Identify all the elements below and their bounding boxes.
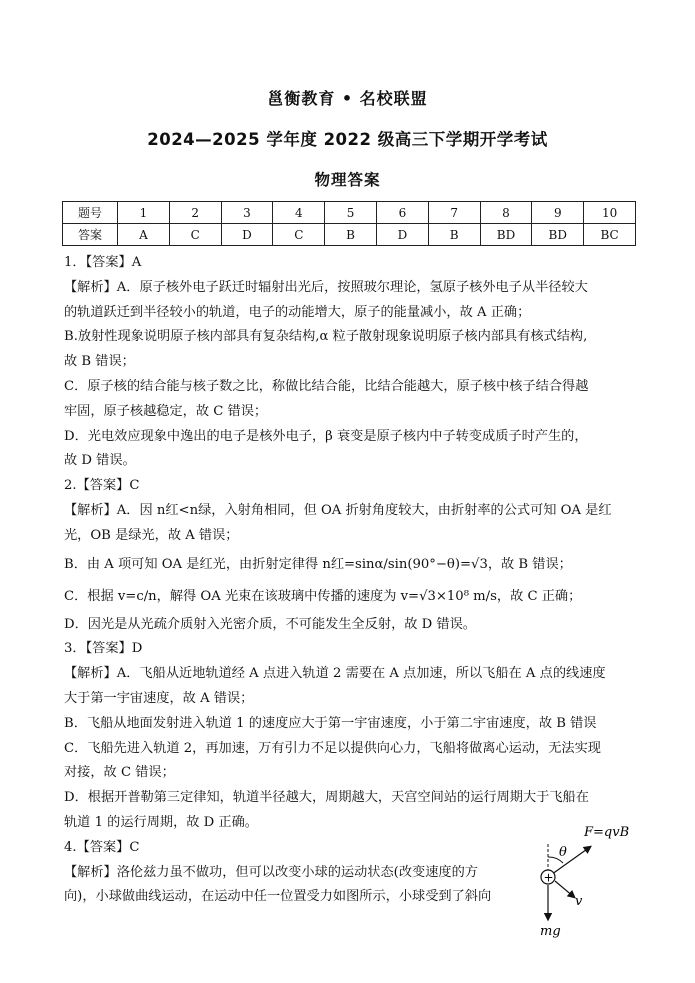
answer-cell: C [169,224,221,246]
question-number: 3 [221,202,273,224]
exam-title: 2024—2025 学年度 2022 级高三下学期开学考试 [147,130,548,149]
force-label: F=qvB [584,825,630,840]
text-line: 【解析】A．因 n红<n绿，入射角相同，但 OA 折射角度较大，由折射率的公式可知 OA 是红 [64,502,612,518]
text-line: D．因光是从光疏介质射入光密介质，不可能发生全反射，故 D 错误。 [64,616,476,632]
question-number: 9 [532,202,584,224]
table-header-cell: 答案 [63,224,118,246]
text-line: C．原子核的结合能与核子数之比，称做比结合能，比结合能越大，原子核中核子结合得越 [64,378,589,394]
text-line: 轨道 1 的运行周期，故 D 正确。 [64,814,258,830]
text-line: 的轨道跃迁到半径较小的轨道，电子的动能增大，原子的能量减小，故 A 正确； [64,304,531,320]
text-line: B.放射性现象说明原子核内部具有复杂结构,α 粒子散射现象说明原子核内部具有核式结构, [64,329,588,345]
answer-table [62,201,636,246]
answer-cell: BD [480,224,532,246]
velocity-arrow [555,881,574,897]
answer-heading: 3．【答案】D [64,641,143,657]
question-number: 8 [480,202,532,224]
table-row [63,202,636,224]
gravity-label: mg [540,924,561,938]
subject-title: 物理答案 [314,171,381,189]
angle-label: θ [559,845,567,860]
force-diagram [528,823,638,938]
text-line: 【解析】A．飞船从近地轨道经 A 点进入轨道 2 需要在 A 点加速，所以飞船在 A 点的线速度 [64,666,606,682]
text-line: D．光电效应现象中逸出的电子是核外电子，β 衰变是原子核内中子转变成质子时产生的， [64,428,588,444]
question-number: 6 [376,202,428,224]
text-line: 对接，故 C 错误； [64,765,175,781]
answer-cell: A [118,224,170,246]
answer-explanations [64,251,639,910]
org-title: 邕衡教育 • 名校联盟 [267,89,428,108]
answer-cell: BD [532,224,584,246]
text-line: 【解析】A．原子核外电子跃迁时辐射出光后，按照玻尔理论，氢原子核外电子从半径较大 [64,279,588,295]
text-line: 大于第一宇宙速度，故 A 错误； [64,690,254,706]
question-number: 2 [169,202,221,224]
table-header-cell: 题号 [63,202,118,224]
answer-cell: B [325,224,377,246]
question-number: 10 [584,202,636,224]
text-line: 故 B 错误； [64,354,135,370]
question-number: 7 [428,202,480,224]
text-line: D．根据开普勒第三定律知，轨道半径越大，周期越大，天宫空间站的运行周期大于飞船在 [64,790,589,806]
question-number: 1 [118,202,170,224]
question-number: 4 [273,202,325,224]
force-arrow [548,847,590,877]
answer-cell: D [221,224,273,246]
text-line: 光，OB 是绿光，故 A 错误； [64,527,239,543]
question-number: 5 [325,202,377,224]
answer-heading: 4.【答案】C [64,839,140,855]
answer-cell: C [273,224,325,246]
answer-cell: B [428,224,480,246]
answer-cell: BC [584,224,636,246]
text-line: 【解析】洛伦兹力虽不做功，但可以改变小球的运动状态(改变速度的方 [64,864,478,880]
text-line: 故 D 错误。 [64,453,136,469]
answer-cell: D [376,224,428,246]
table-row [63,224,636,246]
text-line: C．飞船先进入轨道 2，再加速，万有引力不足以提供向心力，飞船将做离心运动，无法实现 [64,740,601,756]
text-line-formula: B．由 A 项可知 OA 是红光，由折射定律得 n红=sinα/sin(90°−θ)=√3，故 B 错误； [64,556,572,572]
answer-heading: 2.【答案】C [64,478,140,494]
text-line-formula: C．根据 v=c/n，解得 OA 光束在该玻璃中传播的速度为 v=√3×10⁸ m/s，故 C 正确； [64,588,582,604]
velocity-label: v [575,894,583,909]
charge-sign: + [543,870,554,885]
answer-heading: 1．【答案】A [64,255,142,270]
text-line: 向)，小球做曲线运动，在运动中任一位置受力如图所示，小球受到了斜向 [64,889,492,905]
text-line: 牢固，原子核越稳定，故 C 错误； [64,403,268,419]
text-line: B．飞船从地面发射进入轨道 1 的速度应大于第一宇宙速度，小于第二宇宙速度，故 B 错误 [64,715,597,731]
